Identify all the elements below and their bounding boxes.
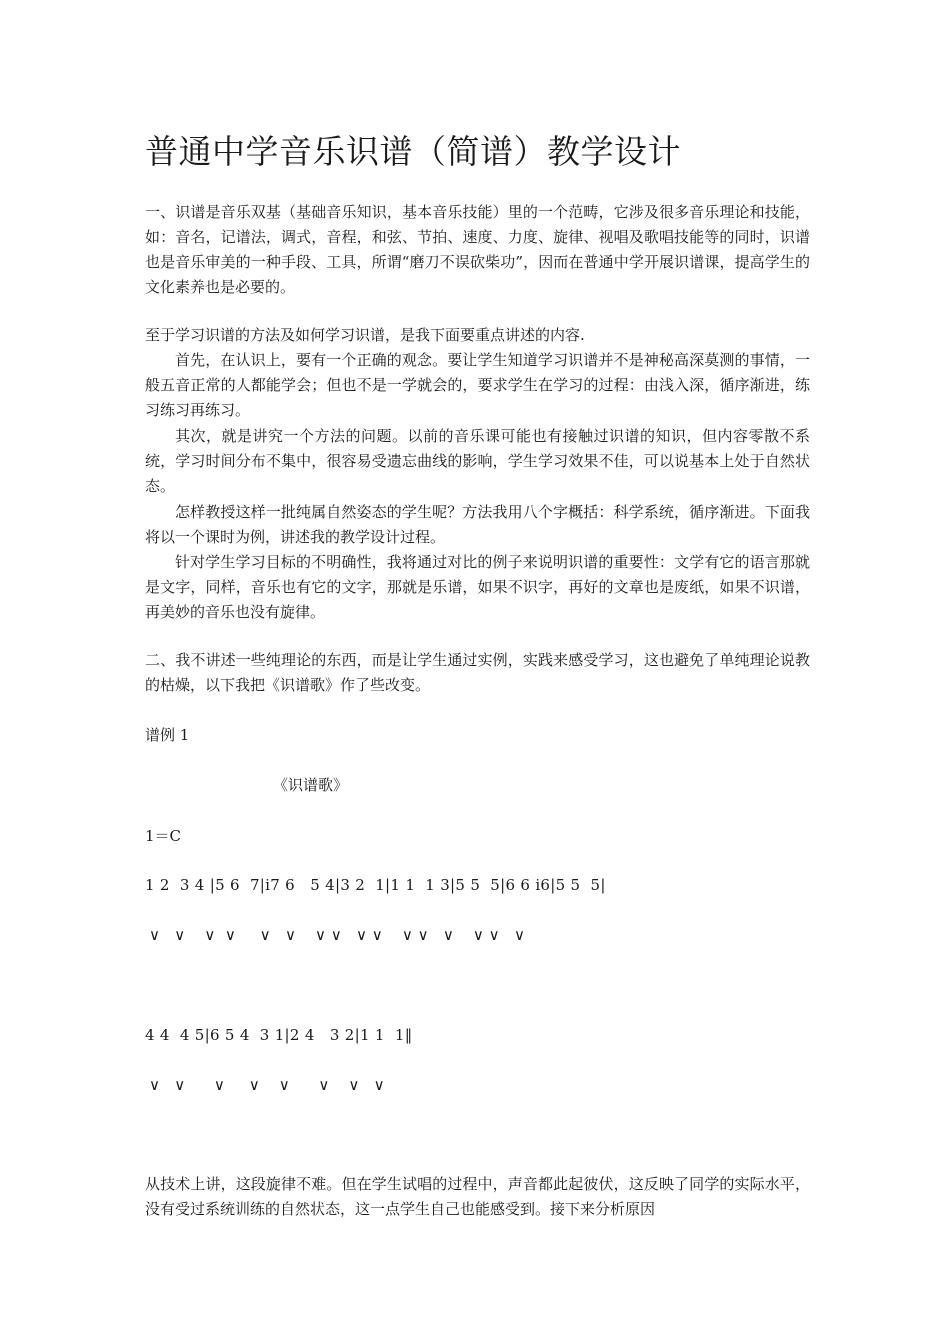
section-two-paragraph: 二、我不讲述一些纯理论的东西，而是让学生通过实例，实践来感受学习，这也避免了单纯理论说教的枯燥，以下我把《识谱歌》作了些改变。 — [145, 651, 810, 694]
notation-line-1: 1 2 3 4 |5 6 7|i7 6 5 4|3 2 1|1 1 1 3|5 5 5|6 6 i6|5 5 5| — [145, 876, 606, 894]
song-title: 《识谱歌》 — [273, 776, 349, 794]
breath-marks-line-1: ∨ ∨ ∨ ∨ ∨ ∨ ∨ ∨ ∨ ∨ ∨ ∨ ∨ ∨ ∨ ∨ — [149, 926, 525, 944]
section-one-paragraph: 一、识谱是音乐双基（基础音乐知识，基本音乐技能）里的一个范畴，它涉及很多音乐理论和技能，如：音名，记谱法，调式，音程，和弦、节拍、速度、力度、旋律、视唱及歌唱技能等的同时，识谱也是音乐审美的一种手段、工具，所谓“磨刀不误砍柴功”，因而在普通中学开展识谱课，提高学生的文化素养也是必要的。 — [145, 203, 810, 296]
method-intro-paragraph: 至于学习识谱的方法及如何学习识谱，是我下面要重点讲述的内容. — [145, 326, 585, 344]
how-to-teach-paragraph: 怎样教授这样一批纯属自然姿态的学生呢？方法我用八个字概括：科学系统，循序渐进。下面我将以一个课时为例，讲述我的教学设计过程。 — [145, 503, 810, 546]
learning-goal-paragraph: 针对学生学习目标的不明确性，我将通过对比的例子来说明识谱的重要性：文学有它的语言那就是文字，同样，音乐也有它的文字，那就是乐谱，如果不识字，再好的文章也是废纸，如果不识谱，再美妙的音乐也没有旋律。 — [145, 553, 810, 621]
closing-paragraph: 从技术上讲，这段旋律不难。但在学生试唱的过程中，声音都此起彼伏，这反映了同学的实际水平，没有受过系统训练的自然状态，这一点学生自己也能感受到。接下来分析原因 — [145, 1175, 810, 1218]
notation-line-2: 4 4 4 5|6 5 4 3 1|2 4 3 2|1 1 1‖ — [145, 1026, 413, 1044]
key-signature: 1＝C — [145, 827, 182, 845]
breath-marks-line-2: ∨ ∨ ∨ ∨ ∨ ∨ ∨ ∨ — [149, 1076, 385, 1094]
first-point-paragraph: 首先，在认识上，要有一个正确的观念。要让学生知道学习识谱并不是神秘高深莫测的事情，一般五音正常的人都能学会；但也不是一学就会的，要求学生在学习的过程：由浅入深，循序渐进，练习练习再练习。 — [145, 351, 810, 419]
example-label: 谱例 1 — [145, 726, 190, 744]
second-point-paragraph: 其次，就是讲究一个方法的问题。以前的音乐课可能也有接触过识谱的知识，但内容零散不系统，学习时间分布不集中，很容易受遗忘曲线的影响，学生学习效果不佳，可以说基本上处于自然状态。 — [145, 427, 810, 495]
document-title: 普通中学音乐识谱（简谱）教学设计 — [145, 132, 681, 171]
